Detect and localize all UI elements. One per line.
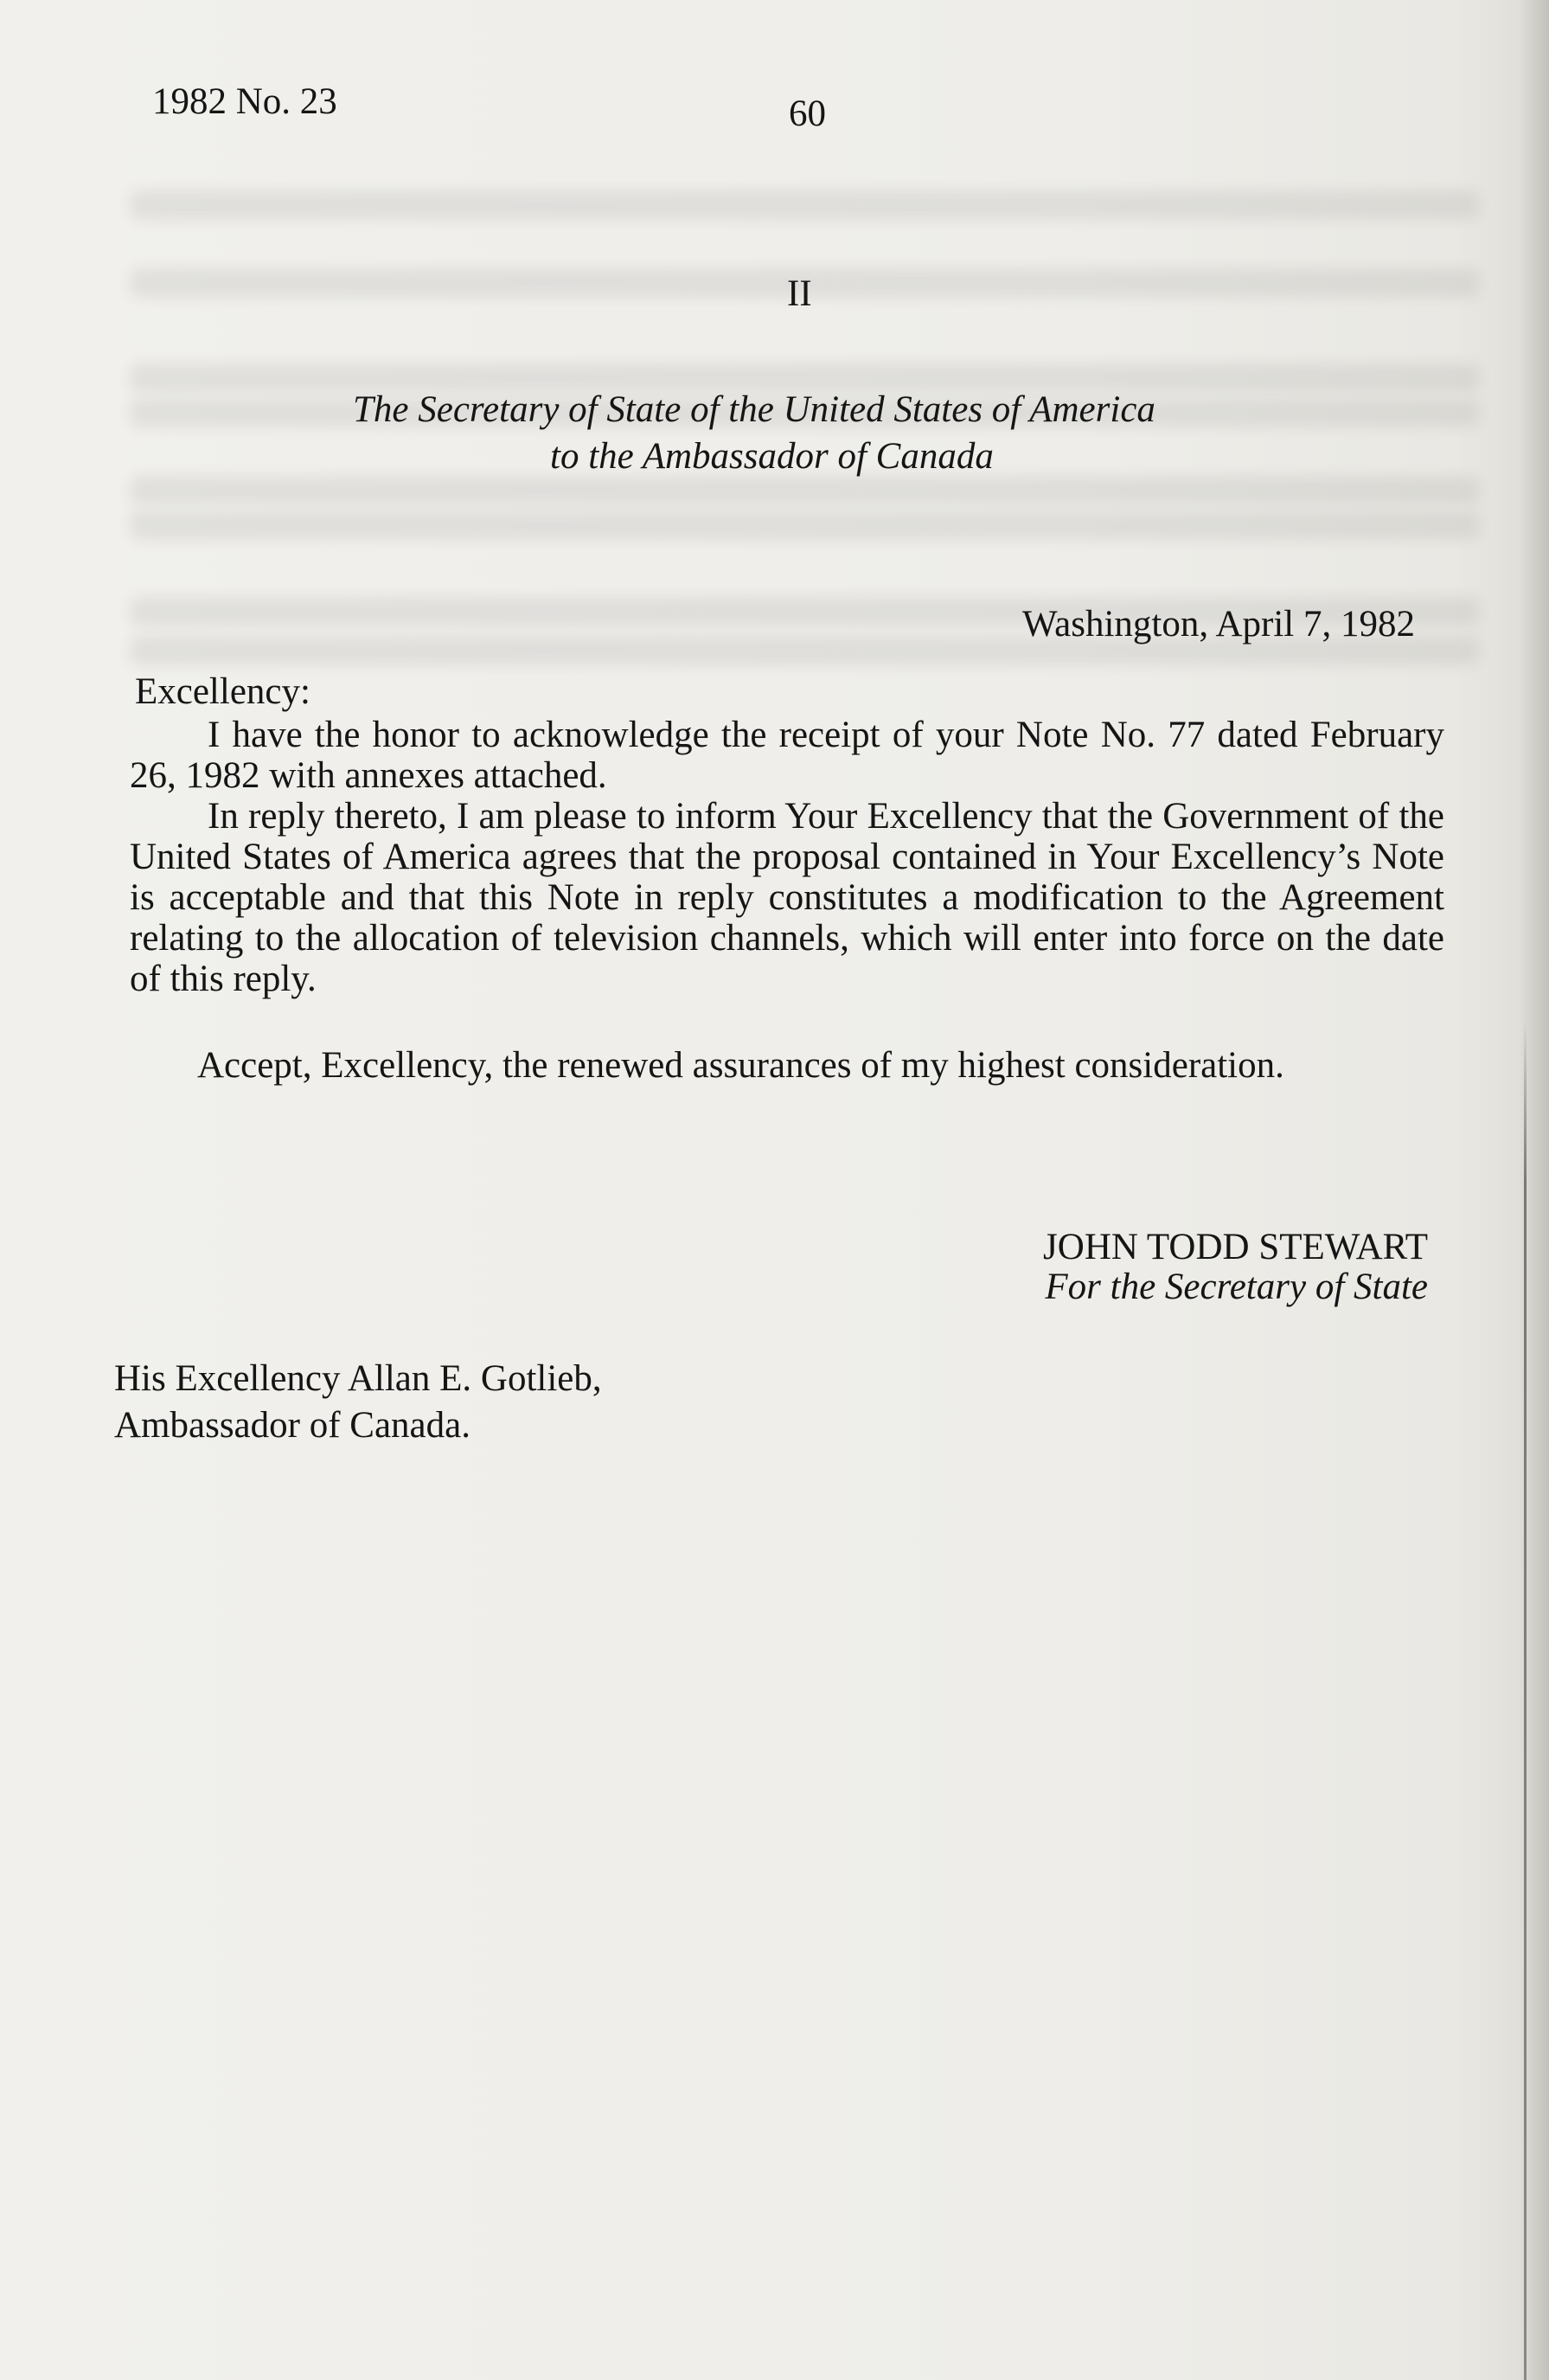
dateline: Washington, April 7, 1982 bbox=[1022, 604, 1415, 645]
note-heading-line-2: to the Ambassador of Canada bbox=[550, 436, 994, 477]
signer-title: For the Secretary of State bbox=[1045, 1267, 1428, 1307]
body-paragraph: In reply thereto, I am please to inform Your Excellency that the Government of the United States of America agrees that the proposal contained in Your Excellency’s Note is acceptable and that this Note in reply constitutes a modification to the Agreement relating to the allocation of television channels, which will enter into force on the date of this reply. bbox=[130, 796, 1444, 999]
section-number: II bbox=[787, 273, 812, 314]
page-number: 60 bbox=[789, 93, 826, 134]
running-head: 1982 No. 23 bbox=[152, 81, 337, 122]
salutation: Excellency: bbox=[135, 671, 310, 712]
addressee-name: His Excellency Allan E. Gotlieb, bbox=[114, 1358, 602, 1399]
addressee-title: Ambassador of Canada. bbox=[114, 1405, 470, 1446]
page-gutter-shadow bbox=[1518, 0, 1549, 2380]
page-edge-line bbox=[1524, 1021, 1527, 2380]
signer-name: JOHN TODD STEWART bbox=[1043, 1227, 1428, 1267]
closing-line: Accept, Excellency, the renewed assurances of my highest consideration. bbox=[197, 1045, 1284, 1086]
note-heading-line-1: The Secretary of State of the United States of America bbox=[353, 389, 1155, 430]
body-paragraph: I have the honor to acknowledge the receipt of your Note No. 77 dated February 26, 1982 with annexes attached. bbox=[130, 715, 1444, 796]
